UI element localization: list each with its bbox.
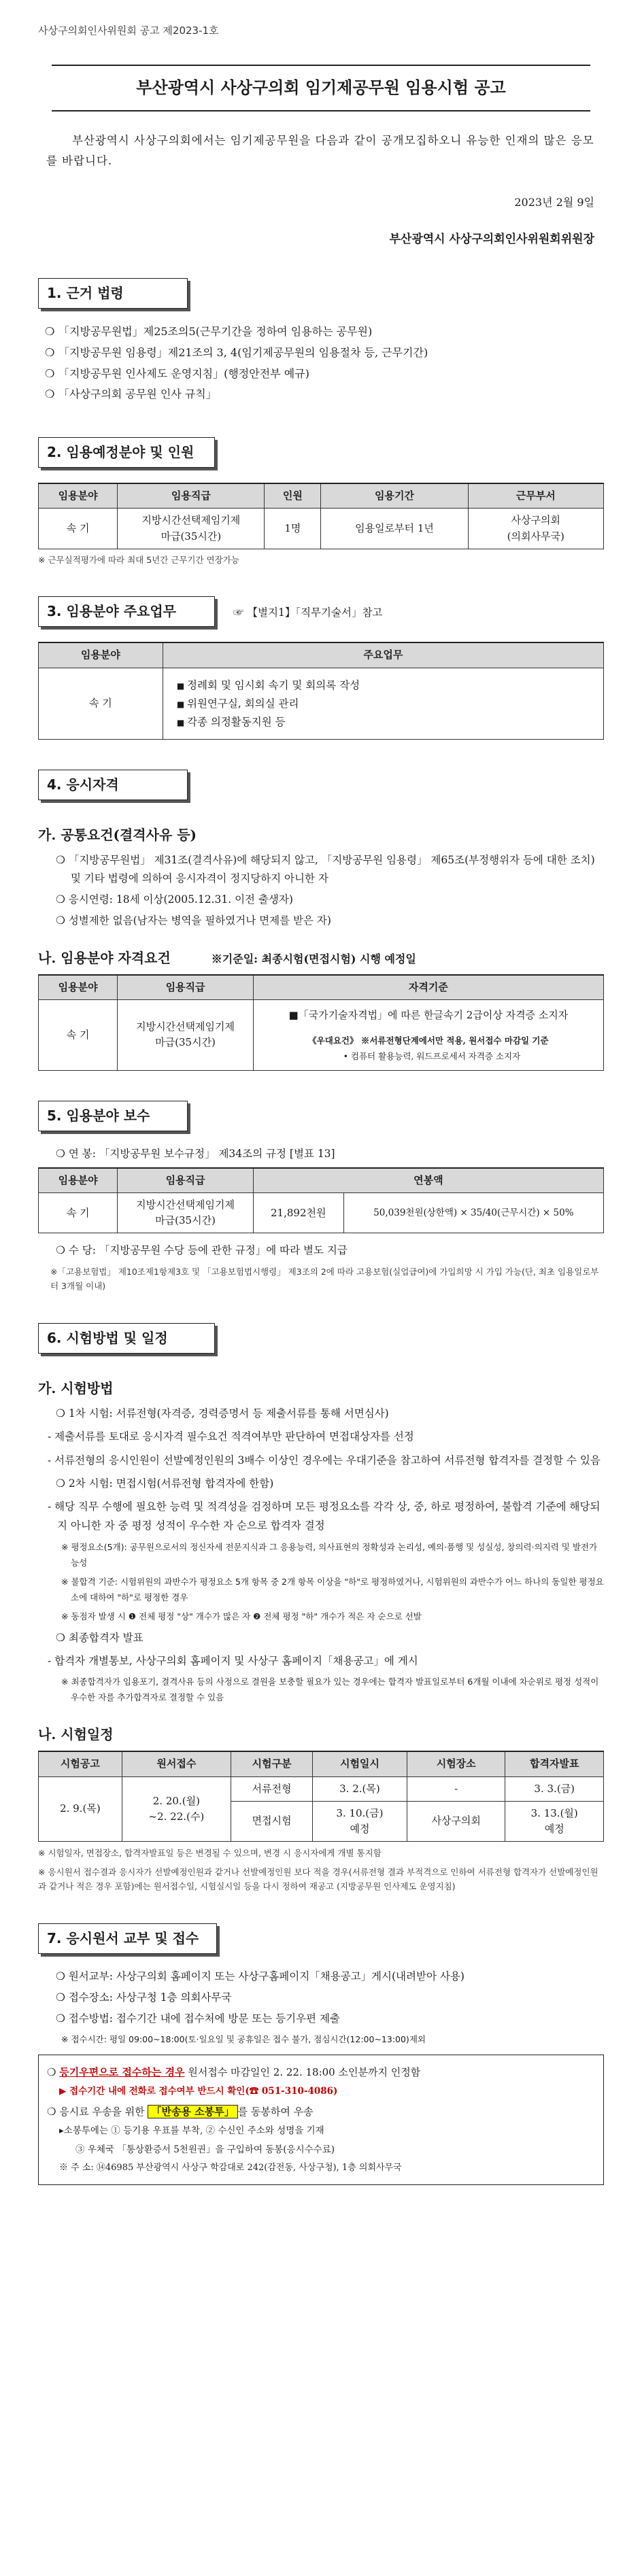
bullet-icon: ❍ xyxy=(56,1407,69,1420)
column-header: 인원 xyxy=(265,483,321,509)
column-header: 임용분야 xyxy=(39,1168,118,1193)
table-cell: 1명 xyxy=(265,509,321,549)
bullet-icon: ❍ xyxy=(45,345,55,359)
mailing-address: ※ 주 소: ⑭46985 부산광역시 사상구 학감대로 242(감전동, 사상구청), 1층 의회사무국 xyxy=(59,2163,402,2174)
column-header: 시험구분 xyxy=(231,1751,312,1776)
duty-item: ■ 정례회 및 임시회 속기 및 회의록 작성 xyxy=(177,677,590,693)
section-5-heading: 5. 임용분야 보수 xyxy=(38,1101,188,1131)
duty-item: ■ 각종 의정활동지원 등 xyxy=(177,714,590,730)
bullet-icon: ❍ xyxy=(45,388,55,401)
bullet-icon: ❍ xyxy=(56,1631,69,1644)
mail-application-box xyxy=(38,2055,604,2185)
table-cell: 지방시간선택제임기제 마급(35시간) xyxy=(118,1000,253,1070)
recruitment-table xyxy=(38,483,604,549)
table-cell: 임용일로부터 1년 xyxy=(321,509,468,549)
title-box xyxy=(52,65,590,111)
table-cell: 사상구의회 (의회사무국) xyxy=(468,509,603,549)
allowance-line: ❍ 수 당: 「지방공무원 수당 등에 관한 규정」에 따라 별도 지급 xyxy=(56,1244,348,1257)
subsection-heading: 가. 공통요건(결격사유 등) xyxy=(38,826,197,843)
bullet-icon: ❍ xyxy=(47,2065,60,2078)
document-number: 사상구의회인사위원회 공고 제2023-1호 xyxy=(38,24,219,37)
reception-time-note: ※ 접수시간: 평일 09:00~18:00(토·일요일 및 공휴일은 접수 불가, 점심시간(12:00~13:00)제외 xyxy=(61,2034,426,2045)
table-cell: 속 기 xyxy=(39,509,118,549)
bullet-icon: ❍ xyxy=(45,366,55,380)
table-cell: 면접시험 xyxy=(231,1801,312,1842)
column-header: 주요업무 xyxy=(163,642,603,668)
duty-item: ■ 위원연구실, 회의실 관리 xyxy=(177,695,590,712)
application-item: ❍ 원서교부: 사상구의회 홈페이지 또는 사상구홈페이지「채용공고」게시(내려받아 사용) xyxy=(56,1970,464,1983)
column-header: 임용기간 xyxy=(321,483,468,509)
table-cell: 지방시간선택제임기제 마급(35시간) xyxy=(118,509,265,549)
exam-step: ❍ 2차 시험: 면접시험(서류전형 합격자에 한함) xyxy=(56,1477,274,1490)
legal-basis-item: ❍ 「지방공무원 인사제도 운영지침」(행정안전부 예규) xyxy=(45,366,604,383)
column-header: 시험공고 xyxy=(39,1751,122,1776)
bullet-icon: ❍ xyxy=(56,1991,69,2004)
table-cell: 속 기 xyxy=(39,1192,118,1233)
column-header: 시험장소 xyxy=(407,1751,505,1776)
subsection-heading: 나. 임용분야 자격요건 ※기준일: 최종시험(면접시험) 시행 예정일 xyxy=(38,950,416,967)
section-1-heading: 1. 근거 법령 xyxy=(38,278,188,309)
column-header: 임용직급 xyxy=(118,1168,253,1193)
bullet-icon: ❍ xyxy=(56,1970,69,1983)
column-header: 임용분야 xyxy=(39,642,163,668)
table-row xyxy=(39,668,604,739)
bullet-icon: ❍ xyxy=(56,914,69,927)
requirement-item: ❍ 「지방공무원법」 제31조(결격사유)에 해당되지 않고, 「지방공무원 임용령」 제65조(부정행위자 등에 대한 조치) 및 기타 법령에 의하여 응시자격이 정지당하지 아니한 자 xyxy=(56,853,595,885)
exam-note: ※ 최종합격자가 임용포기, 결격사유 등의 사정으로 결원을 보충할 필요가 있는 경우에는 합격자 발표일로부터 6개월 이내에 차순위로 평정 성적이 우수한 자를 추가합격자로 결정할 수 있음 xyxy=(61,1677,599,1702)
bullet-icon: ❍ xyxy=(56,1147,69,1160)
section-1-list xyxy=(38,324,604,403)
mail-rule-line xyxy=(47,2063,595,2081)
schedule-note: ※ 시험일자, 면접장소, 합격자발표일 등은 변경될 수 있으며, 변경 시 응시자에게 개별 통지함 xyxy=(38,1848,382,1859)
table-cell: 3. 2.(목) xyxy=(312,1776,407,1801)
column-header: 임용분야 xyxy=(39,483,118,509)
mail-rule-highlight: 등기우편으로 접수하는 경우 xyxy=(59,2065,185,2078)
section-6-heading: 6. 시험방법 및 일정 xyxy=(38,1323,215,1354)
bullet-icon: ❍ xyxy=(45,324,55,338)
table-cell: 3. 10.(금) 예정 xyxy=(312,1801,407,1842)
reference-note: ☞ 【별지1】「직무기술서」참고 xyxy=(233,606,383,619)
column-header: 임용직급 xyxy=(118,975,253,1000)
reference-date-note: ※기준일: 최종시험(면접시험) 시행 예정일 xyxy=(211,952,416,966)
insurance-note: ※「고용보험법」 제10조제1항제3호 및 「고용보험법시행령」 제3조의 2에 따라 고용보험(실업급여)에 가입희망 시 가입 가능(단, 최초 임용일로부터 3개월 이내) xyxy=(50,1266,599,1291)
table-row xyxy=(39,1000,604,1070)
announcement-date: 2023년 2월 9일 xyxy=(514,195,594,209)
return-envelope-highlight: 「반송용 소봉투」 xyxy=(148,2105,237,2118)
qualification-table xyxy=(38,974,604,1071)
table-row xyxy=(39,509,604,549)
section-2-heading: 2. 임용예정분야 및 인원 xyxy=(38,437,215,468)
salary-amount: 21,892천원 xyxy=(253,1192,343,1233)
exam-detail: - 합격자 개별통보, 사상구의회 홈페이지 및 사상구 홈페이지「채용공고」에 게시 xyxy=(48,1654,418,1667)
duties-table xyxy=(38,642,604,739)
exam-note: ※ 동점자 발생 시 ❶ 전체 평정 "상" 개수가 많은 자 ❷ 전체 평정 "하" 개수가 적은 자 순으로 선발 xyxy=(61,1611,422,1621)
section-4-heading: 4. 응시자격 xyxy=(38,770,188,800)
bullet-icon: ❍ xyxy=(56,1477,69,1490)
column-header: 시험일시 xyxy=(312,1751,407,1776)
column-header: 합격자발표 xyxy=(505,1751,604,1776)
intro-text: 부산광역시 사상구의회에서는 임기제공무원을 다음과 같이 공개모집하오니 유능한 인재의 많은 응모를 바랍니다. xyxy=(46,134,594,168)
bullet-icon: ❍ xyxy=(56,1244,69,1257)
subsection-heading: 가. 시험방법 xyxy=(38,1380,114,1397)
bullet-icon: ❍ xyxy=(47,2105,60,2118)
return-envelope-line: ❍ 응시료 우송을 위한 「반송용 소봉투」 를 동봉하여 우송 xyxy=(47,2105,314,2118)
column-header: 원서접수 xyxy=(122,1751,231,1776)
bullet-icon: ❍ xyxy=(56,2012,69,2025)
table-cell: 2. 9.(목) xyxy=(39,1776,122,1842)
duties-cell xyxy=(163,668,603,739)
bullet-icon: ❍ xyxy=(56,893,69,906)
exam-detail: - 해당 직무 수행에 필요한 능력 및 적격성을 검정하며 모든 평정요소를 각각 상, 중, 하로 평정하여, 불합격 기준에 해당되지 아니한 자 중 평정 성적이 우수한 자 순으로 합격자 결정 xyxy=(48,1500,601,1532)
section-7-heading: 7. 응시원서 교부 및 접수 xyxy=(38,1923,217,1954)
requirement-item: ❍ 성별제한 없음(남자는 병역을 필하였거나 면제를 받은 자) xyxy=(56,914,331,927)
table-cell: 속 기 xyxy=(39,1000,118,1070)
exam-step: ❍ 1차 시험: 서류전형(자격증, 경력증명서 등 제출서류를 통해 서면심사) xyxy=(56,1407,389,1420)
application-item: ❍ 접수방법: 접수기간 내에 접수처에 방문 또는 등기우편 제출 xyxy=(56,2012,340,2025)
salary-formula: 50,039천원(상한액) × 35/40(근무시간) × 50% xyxy=(343,1192,603,1233)
table-cell: 속 기 xyxy=(39,668,163,739)
table-cell: 서류전형 xyxy=(231,1776,312,1801)
table-cell: 3. 13.(월) 예정 xyxy=(505,1801,604,1842)
table-row xyxy=(39,1192,604,1233)
issuing-organization: 부산광역시 사상구의회인사위원회위원장 xyxy=(389,232,594,246)
table-note: ※ 근무실적평가에 따라 최대 5년간 근무기간 연장가능 xyxy=(38,554,239,565)
envelope-instruction: ▸소봉투에는 ① 등기용 우표를 부착, ② 수신인 주소와 성명을 기재 xyxy=(59,2125,324,2137)
table-cell: 3. 3.(금) xyxy=(505,1776,604,1801)
table-cell: - xyxy=(407,1776,505,1801)
table-row xyxy=(39,1776,604,1801)
mail-rule-detail: 원서접수 마감일인 2. 22. 18:00 소인분까지 인정함 xyxy=(188,2065,421,2078)
section-3-heading: 3. 임용분야 주요업무 xyxy=(38,596,215,627)
column-header: 근무부서 xyxy=(468,483,603,509)
exam-detail: - 서류전형의 응시인원이 선발예정인원의 3배수 이상인 경우에는 우대기준을 참고하여 서류전형 합격자를 결정할 수 있음 xyxy=(48,1454,601,1466)
column-header: 임용직급 xyxy=(118,483,265,509)
preference-heading: 《우대요건》 ※서류전형단계에서만 적용, 원서접수 마감일 기준 xyxy=(308,1035,549,1046)
salary-line: ❍ 연 봉: 「지방공무원 보수규정」 제34조의 규정 [별표 13] xyxy=(56,1147,335,1160)
table-cell: 사상구의회 xyxy=(407,1801,505,1842)
column-header: 자격기준 xyxy=(253,975,603,1000)
requirement-item: ❍ 응시연령: 18세 이상(2005.12.31. 이전 출생자) xyxy=(56,893,293,906)
table-cell: 지방시간선택제임기제 마급(35시간) xyxy=(118,1192,253,1233)
column-header: 연봉액 xyxy=(253,1168,603,1193)
schedule-note: ※ 응시원서 접수결과 응시자가 선발예정인원과 같거나 선발예정인원 보다 적을 경우(서류전형 결과 부적격으로 인하여 서류전형 합격자가 선발예정인원과 같거나 적은 경우 포함)에는 원서접수일, 시험실시일 등을 다시 정하여 재공고 (지방공무원 인사제도 운영지침) xyxy=(38,1866,598,1891)
exam-detail: - 제출서류를 토대로 응시자격 필수요건 적격여부만 판단하여 면접대상자를 선정 xyxy=(48,1430,414,1443)
column-header: 임용분야 xyxy=(39,975,118,1000)
qualification-cell xyxy=(253,1000,603,1070)
envelope-instruction: ③ 우체국 「통상환증서 5천원권」을 구입하여 동봉(응시수수료) xyxy=(75,2144,335,2155)
salary-table xyxy=(38,1167,604,1234)
schedule-table xyxy=(38,1751,604,1842)
legal-basis-item: ❍ 「사상구의회 공무원 인사 규칙」 xyxy=(45,386,604,403)
legal-basis-item: ❍ 「지방공무원 임용령」제21조의 3, 4(임기제공무원의 임용절차 등, 근무기간) xyxy=(45,345,604,362)
exam-step: ❍ 최종합격자 발표 xyxy=(56,1631,143,1644)
preference-item: • 컴퓨터 활용능력, 워드프로세서 자격증 소지자 xyxy=(343,1051,521,1062)
phone-confirm-line: ▶ 접수기간 내에 전화로 접수여부 반드시 확인(☎ 051-310-4086) xyxy=(59,2086,338,2097)
subsection-heading: 나. 시험일정 xyxy=(38,1726,114,1743)
exam-note: ※ 불합격 기준: 시험위원의 과반수가 평정요소 5개 항목 중 2개 항목 이상을 "하"로 평정하였거나, 시험위원의 과반수가 어느 하나의 동일한 평정요소에 대하여 "하"로 평정한 경우 xyxy=(61,1577,604,1602)
bullet-icon: ❍ xyxy=(56,853,69,866)
qualification-main: ■「국가기술자격법」에 따른 한글속기 2급이상 자격증 소지자 xyxy=(288,1009,569,1022)
table-cell: 2. 20.(월) ~2. 22.(수) xyxy=(122,1776,231,1842)
legal-basis-item: ❍ 「지방공무원법」제25조의5(근무기간을 정하여 임용하는 공무원) xyxy=(45,324,604,341)
application-item: ❍ 접수장소: 사상구청 1층 의회사무국 xyxy=(56,1991,232,2004)
exam-note: ※ 평정요소(5개): 공무원으로서의 정신자세 전문지식과 그 응용능력, 의사표현의 정확성과 논리성, 예의·품행 및 성실성, 창의력·의지력 및 발전가능성 xyxy=(61,1542,598,1568)
page-title: 부산광역시 사상구의회 임기제공무원 임용시험 공고 xyxy=(136,78,506,98)
